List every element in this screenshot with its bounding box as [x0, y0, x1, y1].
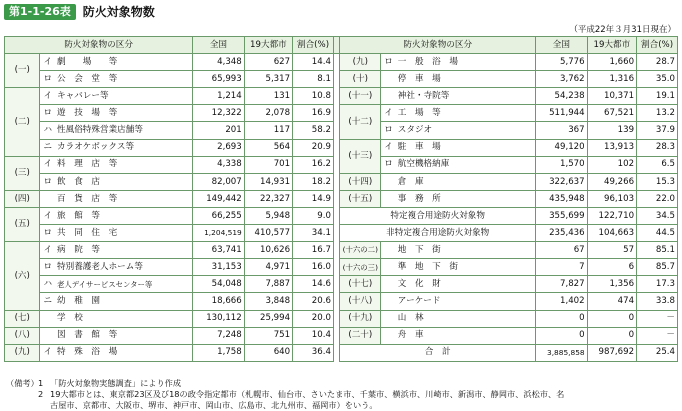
subcategory-letter: [381, 327, 396, 344]
notes-label: （備考）: [6, 378, 39, 388]
ratio-percent: 10.8: [293, 88, 334, 105]
subcategory-letter: [381, 71, 396, 88]
cities-count: 2,078: [244, 105, 292, 122]
cities-count: 1,660: [587, 54, 636, 71]
category-name: 旅 館 等: [55, 207, 193, 224]
category-name: 公 会 堂 等: [55, 71, 193, 88]
category-name: 飲 食 店: [55, 173, 193, 190]
note-text: 古屋市、京都市、大阪市、堺市、神戸市、岡山市、広島市、北九州市、福岡市）をいう。: [50, 400, 378, 410]
subcategory-letter: ロ: [381, 156, 396, 173]
cities-count: 0: [587, 327, 636, 344]
subcategory-letter: [381, 293, 396, 310]
group-label: (十五): [340, 190, 381, 207]
national-count: 7,248: [193, 327, 245, 344]
subcategory-letter: [381, 173, 396, 190]
cities-count: 67,521: [587, 105, 636, 122]
note-text: 「防火対象物実態調査」により作成: [50, 378, 182, 388]
national-count: 367: [536, 122, 588, 139]
cities-count: 14,931: [244, 173, 292, 190]
category-name: 駐 車 場: [396, 139, 536, 156]
group-label: (十九): [340, 310, 381, 327]
category-name: 山 林: [396, 310, 536, 327]
group-label: (四): [5, 190, 40, 207]
ratio-percent: 6.5: [637, 156, 678, 173]
cities-count: 5,317: [244, 71, 292, 88]
national-count: 65,993: [193, 71, 245, 88]
subcategory-letter: ハ: [40, 122, 55, 139]
category-name: 図 書 館 等: [55, 327, 193, 344]
group-label: (九): [5, 344, 40, 361]
ratio-percent: 28.7: [637, 54, 678, 71]
cities-count: 474: [587, 293, 636, 310]
cities-count: 1,356: [587, 276, 636, 293]
note-text: 19大都市とは、東京都23区及び18の政令指定都市（札幌市、仙台市、さいたま市、千葉市、横浜市、川崎市、新潟市、静岡市、浜松市、名: [50, 389, 565, 399]
national-count: 1,204,519: [193, 225, 245, 242]
ratio-percent: 14.4: [293, 54, 334, 71]
group-label: (五): [5, 207, 40, 241]
subcategory-letter: イ: [381, 139, 396, 156]
group-label: (十三): [340, 139, 381, 173]
note-index: [38, 400, 50, 411]
ratio-percent: 34.1: [293, 225, 334, 242]
ratio-percent: 16.0: [293, 259, 334, 276]
national-count: 130,112: [193, 310, 245, 327]
national-count: 2,693: [193, 139, 245, 156]
table-row: [5, 293, 678, 310]
national-count: 12,322: [193, 105, 245, 122]
cities-count: 6: [587, 259, 636, 276]
national-count: 5,776: [536, 54, 588, 71]
ratio-percent: 33.8: [637, 293, 678, 310]
national-count: 7,827: [536, 276, 588, 293]
cities-count: 131: [244, 88, 292, 105]
table-row: [5, 242, 678, 259]
group-label: (三): [5, 156, 40, 190]
cities-count: 102: [587, 156, 636, 173]
national-count: 1,402: [536, 293, 588, 310]
group-label: (十六の二): [340, 242, 381, 259]
national-count: 0: [536, 310, 588, 327]
category-name: キャバレー等: [55, 88, 193, 105]
cities-count: 627: [244, 54, 292, 71]
ratio-percent: 35.0: [637, 71, 678, 88]
header-category-right: 防火対象物の区分: [340, 37, 536, 54]
group-label: (十七): [340, 276, 381, 293]
national-count: 31,153: [193, 259, 245, 276]
category-name: 事 務 所: [396, 190, 536, 207]
column-gap: [333, 122, 339, 139]
fire-prevention-objects-table: [4, 36, 678, 362]
category-name: 劇 場 等: [55, 54, 193, 71]
subcategory-letter: イ: [40, 88, 55, 105]
cities-count: 751: [244, 327, 292, 344]
subcategory-letter: イ: [381, 105, 396, 122]
category-name: 舟 車: [396, 327, 536, 344]
cities-count: 96,103: [587, 190, 636, 207]
national-count: 3,885,858: [536, 344, 588, 361]
subcategory-letter: ハ: [40, 276, 55, 293]
cities-count: 57: [587, 242, 636, 259]
national-count: 0: [536, 327, 588, 344]
ratio-percent: 9.0: [293, 207, 334, 224]
title-bar: [4, 3, 155, 20]
cities-count: 10,626: [244, 242, 292, 259]
table-row: [5, 139, 678, 156]
cities-count: 25,994: [244, 310, 292, 327]
category-name: 地 下 街: [396, 242, 536, 259]
cities-count: 122,710: [587, 207, 636, 224]
total-label: 合 計: [340, 344, 536, 361]
category-name: 共 同 住 宅: [55, 225, 193, 242]
national-count: 7: [536, 259, 588, 276]
national-count: 3,762: [536, 71, 588, 88]
cities-count: 701: [244, 156, 292, 173]
national-count: 435,948: [536, 190, 588, 207]
category-name: アーケード: [396, 293, 536, 310]
group-label: (二十): [340, 327, 381, 344]
subcategory-letter: [40, 327, 55, 344]
header-cities-left: 19大都市: [244, 37, 292, 54]
subcategory-letter: ニ: [40, 293, 55, 310]
ratio-percent: 20.0: [293, 310, 334, 327]
group-label: (十): [340, 71, 381, 88]
table-row: [5, 259, 678, 276]
national-count: 235,436: [536, 225, 588, 242]
ratio-percent: －: [637, 327, 678, 344]
category-name: 老人デイサービスセンター等: [55, 276, 193, 293]
ratio-percent: 85.1: [637, 242, 678, 259]
group-label: (七): [5, 310, 40, 327]
subcategory-letter: [381, 190, 396, 207]
header-ratio-left: 割合(%): [293, 37, 334, 54]
ratio-percent: 16.7: [293, 242, 334, 259]
category-name: 遊 技 場 等: [55, 105, 193, 122]
cities-count: 49,266: [587, 173, 636, 190]
notes: [6, 378, 564, 411]
cities-count: 987,692: [587, 344, 636, 361]
ratio-percent: 44.5: [637, 225, 678, 242]
subcategory-letter: ニ: [40, 139, 55, 156]
subcategory-letter: [381, 242, 396, 259]
national-count: 63,741: [193, 242, 245, 259]
category-name: 性風俗特殊営業店舗等: [55, 122, 193, 139]
table-row: [5, 276, 678, 293]
ratio-percent: 85.7: [637, 259, 678, 276]
category-name: 特別養護老人ホーム等: [55, 259, 193, 276]
national-count: 54,048: [193, 276, 245, 293]
cities-count: 4,971: [244, 259, 292, 276]
national-count: 49,120: [536, 139, 588, 156]
national-count: 201: [193, 122, 245, 139]
category-name: 準 地 下 街: [396, 259, 536, 276]
table-row: [5, 344, 678, 361]
subcategory-letter: [381, 88, 396, 105]
national-count: 82,007: [193, 173, 245, 190]
ratio-percent: 14.9: [293, 190, 334, 207]
subcategory-letter: [381, 259, 396, 276]
ratio-percent: 19.1: [637, 88, 678, 105]
header-ratio-right: 割合(%): [637, 37, 678, 54]
subcategory-letter: イ: [40, 54, 55, 71]
cities-count: 564: [244, 139, 292, 156]
cities-count: 22,327: [244, 190, 292, 207]
category-name: 文 化 財: [396, 276, 536, 293]
column-gap: [333, 156, 339, 173]
category-name: 学 校: [55, 310, 193, 327]
ratio-percent: 10.4: [293, 327, 334, 344]
subcategory-letter: イ: [40, 156, 55, 173]
category-name: 病 院 等: [55, 242, 193, 259]
national-count: 1,214: [193, 88, 245, 105]
subcategory-letter: ロ: [40, 259, 55, 276]
national-count: 54,238: [536, 88, 588, 105]
ratio-percent: 37.9: [637, 122, 678, 139]
national-count: 322,637: [536, 173, 588, 190]
table-row: [5, 71, 678, 88]
cities-count: 3,848: [244, 293, 292, 310]
group-label: (六): [5, 242, 40, 310]
ratio-percent: 25.4: [637, 344, 678, 361]
national-count: 355,699: [536, 207, 588, 224]
header-national-left: 全国: [193, 37, 245, 54]
table-row: [5, 327, 678, 344]
group-label: (九): [340, 54, 381, 71]
category-name: 工 場 等: [396, 105, 536, 122]
national-count: 4,348: [193, 54, 245, 71]
national-count: 149,442: [193, 190, 245, 207]
subcategory-letter: イ: [40, 242, 55, 259]
ratio-percent: 8.1: [293, 71, 334, 88]
group-label: (十一): [340, 88, 381, 105]
category-name: 一 般 浴 場: [396, 54, 536, 71]
note-index: 2: [38, 389, 44, 399]
ratio-percent: －: [637, 310, 678, 327]
cities-count: 1,316: [587, 71, 636, 88]
cities-count: 104,663: [587, 225, 636, 242]
subcategory-letter: イ: [40, 344, 55, 361]
table-row: [5, 225, 678, 242]
ratio-percent: 20.6: [293, 293, 334, 310]
total-label: 特定複合用途防火対象物: [340, 207, 536, 224]
subcategory-letter: ロ: [40, 173, 55, 190]
national-count: 1,758: [193, 344, 245, 361]
cities-count: 7,887: [244, 276, 292, 293]
category-name: 航空機格納庫: [396, 156, 536, 173]
national-count: 66,255: [193, 207, 245, 224]
table-row: [5, 105, 678, 122]
ratio-percent: 36.4: [293, 344, 334, 361]
subcategory-letter: [381, 276, 396, 293]
subcategory-letter: ロ: [40, 71, 55, 88]
cities-count: 139: [587, 122, 636, 139]
ratio-percent: 18.2: [293, 173, 334, 190]
group-label: (二): [5, 88, 40, 156]
cities-count: 640: [244, 344, 292, 361]
category-name: 特 殊 浴 場: [55, 344, 193, 361]
category-name: 停 車 場: [396, 71, 536, 88]
national-count: 1,570: [536, 156, 588, 173]
table-row: [5, 54, 678, 71]
ratio-percent: 15.3: [637, 173, 678, 190]
header-cities-right: 19大都市: [587, 37, 636, 54]
subcategory-letter: [40, 310, 55, 327]
ratio-percent: 13.2: [637, 105, 678, 122]
group-label: (十二): [340, 105, 381, 139]
cities-count: 13,913: [587, 139, 636, 156]
cities-count: 117: [244, 122, 292, 139]
ratio-percent: 17.3: [637, 276, 678, 293]
national-count: 4,338: [193, 156, 245, 173]
cities-count: 10,371: [587, 88, 636, 105]
subcategory-letter: ロ: [381, 54, 396, 71]
category-name: スタジオ: [396, 122, 536, 139]
national-count: 18,666: [193, 293, 245, 310]
header-row: [5, 37, 678, 54]
table-row: [5, 173, 678, 190]
table-row: [5, 88, 678, 105]
cities-count: 410,577: [244, 225, 292, 242]
subcategory-letter: イ: [40, 207, 55, 224]
group-label: (八): [5, 327, 40, 344]
subcategory-letter: ロ: [40, 225, 55, 242]
ratio-percent: 16.2: [293, 156, 334, 173]
note-index: 1: [38, 378, 44, 388]
category-name: 幼 稚 園: [55, 293, 193, 310]
table-number-label: 第1-1-26表: [4, 4, 76, 20]
category-name: カラオケボックス等: [55, 139, 193, 156]
group-label: (一): [5, 54, 40, 88]
subcategory-letter: [40, 190, 55, 207]
ratio-percent: 14.6: [293, 276, 334, 293]
total-label: 非特定複合用途防火対象物: [340, 225, 536, 242]
header-national-right: 全国: [536, 37, 588, 54]
subcategory-letter: ロ: [381, 122, 396, 139]
subcategory-letter: ロ: [40, 105, 55, 122]
table-row: [5, 190, 678, 207]
group-label: (十四): [340, 173, 381, 190]
cities-count: 0: [587, 310, 636, 327]
table-row: [5, 207, 678, 224]
header-category-left: 防火対象物の区分: [5, 37, 193, 54]
category-name: 神社・寺院等: [396, 88, 536, 105]
ratio-percent: 22.0: [637, 190, 678, 207]
ratio-percent: 20.9: [293, 139, 334, 156]
cities-count: 5,948: [244, 207, 292, 224]
ratio-percent: 58.2: [293, 122, 334, 139]
subcategory-letter: [381, 310, 396, 327]
category-name: 百 貨 店 等: [55, 190, 193, 207]
national-count: 67: [536, 242, 588, 259]
ratio-percent: 34.5: [637, 207, 678, 224]
ratio-percent: 16.9: [293, 105, 334, 122]
group-label: (十六の三): [340, 259, 381, 276]
table-row: [5, 310, 678, 327]
national-count: 511,944: [536, 105, 588, 122]
table-title: 防火対象物数: [82, 5, 155, 19]
ratio-percent: 28.3: [637, 139, 678, 156]
group-label: (十八): [340, 293, 381, 310]
as-of-date: （平成22年３月31日現在）: [569, 25, 676, 35]
category-name: 料 理 店 等: [55, 156, 193, 173]
category-name: 倉 庫: [396, 173, 536, 190]
